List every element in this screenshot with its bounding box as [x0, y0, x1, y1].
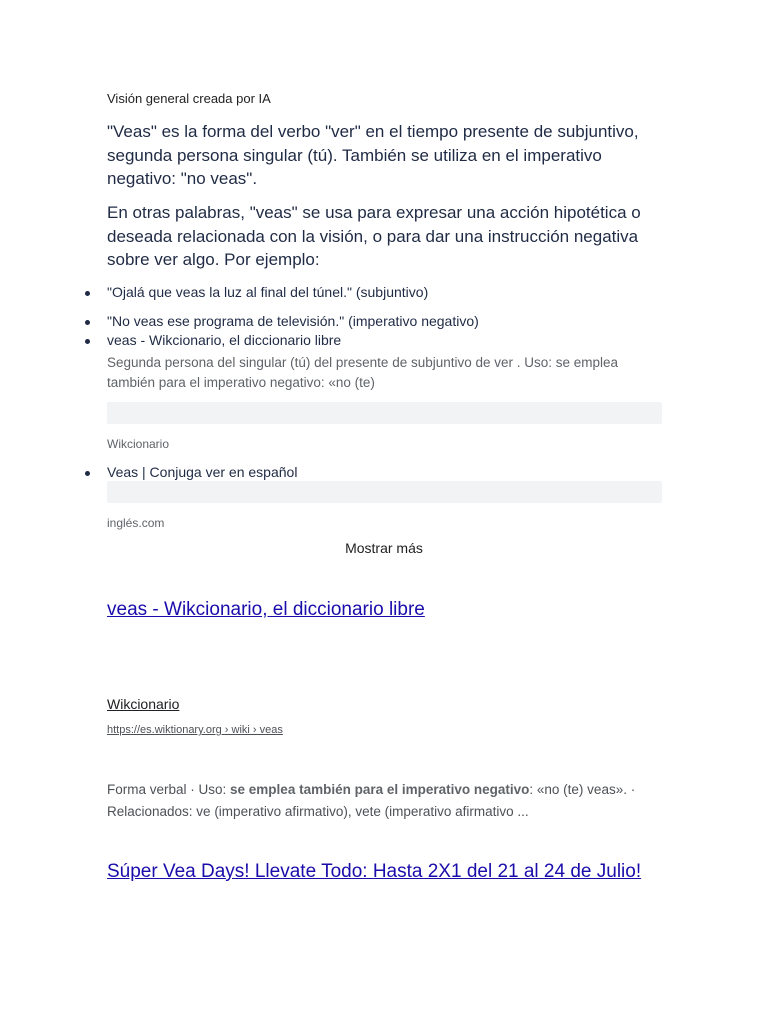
source-preview-bar — [107, 402, 662, 424]
source-snippet: Segunda persona del singular (tú) del presente de subjuntivo de ver . Uso: se emplea también para el imperativo negativo: «no (te) — [107, 355, 619, 390]
source-site-name: Wikcionario — [107, 437, 170, 451]
example-list-item: "No veas ese programa de televisión." (imperativo negativo) — [107, 313, 479, 329]
result-description-prefix: Forma verbal · Uso: — [107, 782, 231, 797]
source-list-item-title[interactable]: Veas | Conjuga ver en español — [107, 464, 298, 480]
example-list-item: "Ojalá que veas la luz al final del túnel." (subjuntivo) — [107, 284, 429, 300]
result-description-suffix: : «no (te) veas». · Relacionados: ve (imperativo afirmativo), vete (imperativo afirmativo ... — [107, 782, 636, 819]
ai-overview-paragraph: En otras palabras, "veas" se usa para expresar una acción hipotética o deseada relacionada con la visión, o para dar una instrucción negativa sobre ver algo. Por ejemplo: — [107, 203, 641, 269]
source-list-item-title[interactable]: veas - Wikcionario, el diccionario libre — [107, 332, 342, 348]
result-description-highlight: se emplea también para el imperativo negativo — [230, 782, 530, 797]
ai-overview-label: Visión general creada por IA — [107, 91, 271, 106]
ai-overview-paragraph: "Veas" es la forma del verbo "ver" en el tiempo presente de subjuntivo, segunda persona singular (tú). También se utiliza en el imperativo negativo: "no veas". — [107, 122, 639, 188]
show-more-button[interactable]: Mostrar más — [345, 540, 423, 556]
source-preview-bar — [107, 481, 662, 503]
result-description — [107, 779, 667, 823]
result-title-link[interactable]: Súper Vea Days! Llevate Todo: Hasta 2X1 del 21 al 24 de Julio! — [107, 861, 642, 882]
result-url[interactable]: https://es.wiktionary.org › wiki › veas — [107, 724, 283, 736]
result-title-link[interactable]: veas - Wikcionario, el diccionario libre — [107, 599, 425, 620]
result-site-name[interactable]: Wikcionario — [107, 696, 180, 712]
source-site-name: inglés.com — [107, 516, 165, 530]
